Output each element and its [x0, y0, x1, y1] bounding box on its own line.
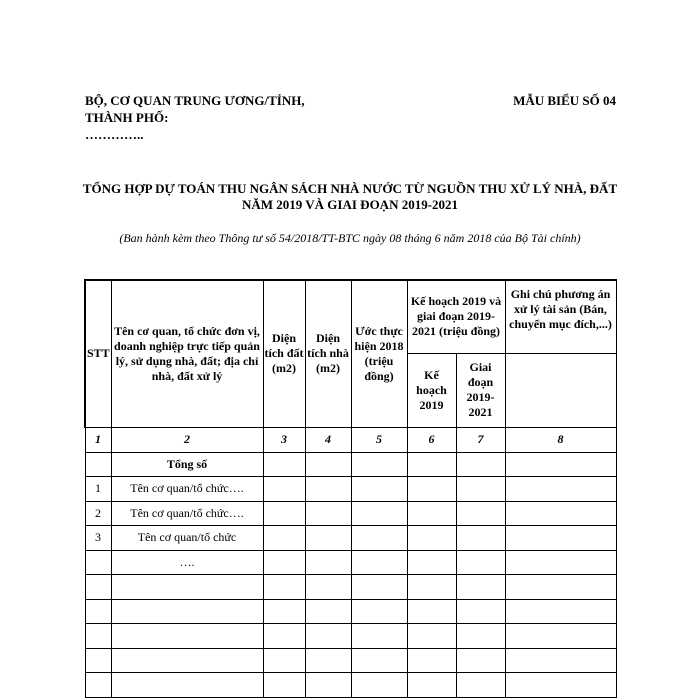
header-name: Tên cơ quan, tổ chức đơn vị, doanh nghiệp trực tiếp quản lý, sử dụng nhà, đất; địa chỉ nhà, đất xử lý: [111, 280, 263, 427]
row-stt: [85, 550, 111, 575]
header-stt: STT: [85, 280, 111, 427]
empty-row: [85, 673, 616, 698]
header-estimate-2018: Ước thực hiện 2018 (triệu đồng): [351, 280, 407, 427]
column-number: 5: [351, 427, 407, 452]
row-name: Tên cơ quan/tổ chức….: [111, 501, 263, 526]
header-land-area: Diện tích đất (m2): [263, 280, 305, 427]
empty-row: [85, 575, 616, 600]
column-number: 2: [111, 427, 263, 452]
document-title: TỔNG HỢP DỰ TOÁN THU NGÂN SÁCH NHÀ NƯỚC TỪ NGUỒN THU XỬ LÝ NHÀ, ĐẤT NĂM 2019 VÀ GIAI ĐOẠN 2019-2021: [82, 181, 618, 212]
organization-line1: BỘ, CƠ QUAN TRUNG ƯƠNG/TỈNH, THÀNH PHỐ:: [85, 93, 305, 125]
column-number: 8: [505, 427, 616, 452]
empty-row: [85, 599, 616, 624]
column-number: 1: [85, 427, 111, 452]
column-number: 6: [407, 427, 456, 452]
header-plan-group: Kế hoạch 2019 và giai đoạn 2019-2021 (triệu đồng): [407, 280, 505, 353]
header-period: Giai đoạn 2019-2021: [456, 353, 505, 427]
header-note-blank: [505, 353, 616, 427]
organization-line2: …………..: [85, 127, 144, 142]
row-stt: 1: [85, 477, 111, 502]
table-row: [85, 477, 616, 502]
header-note: Ghi chú phương án xử lý tài sản (Bán, chuyển mục đích,...): [505, 280, 616, 353]
column-number: 3: [263, 427, 305, 452]
row-name: Tên cơ quan/tổ chức: [111, 526, 263, 551]
header-plan-2019: Kế hoạch 2019: [407, 353, 456, 427]
column-number: 7: [456, 427, 505, 452]
budget-table: [84, 279, 617, 698]
row-stt: 2: [85, 501, 111, 526]
row-name: ….: [111, 550, 263, 575]
column-number: 4: [305, 427, 351, 452]
document-subtitle: (Ban hành kèm theo Thông tư số 54/2018/TT-BTC ngày 08 tháng 6 năm 2018 của Bộ Tài chính): [119, 231, 581, 245]
table-row: [85, 550, 616, 575]
header-house-area: Diện tích nhà (m2): [305, 280, 351, 427]
total-label: Tổng số: [111, 452, 263, 477]
empty-row: [85, 648, 616, 673]
row-stt: 3: [85, 526, 111, 551]
table-row: [85, 501, 616, 526]
empty-row: [85, 624, 616, 649]
total-row: [85, 452, 616, 477]
form-number: MẪU BIỂU SỐ 04: [513, 93, 616, 108]
organization-label: [85, 92, 305, 143]
row-name: Tên cơ quan/tổ chức….: [111, 477, 263, 502]
table-row: [85, 526, 616, 551]
